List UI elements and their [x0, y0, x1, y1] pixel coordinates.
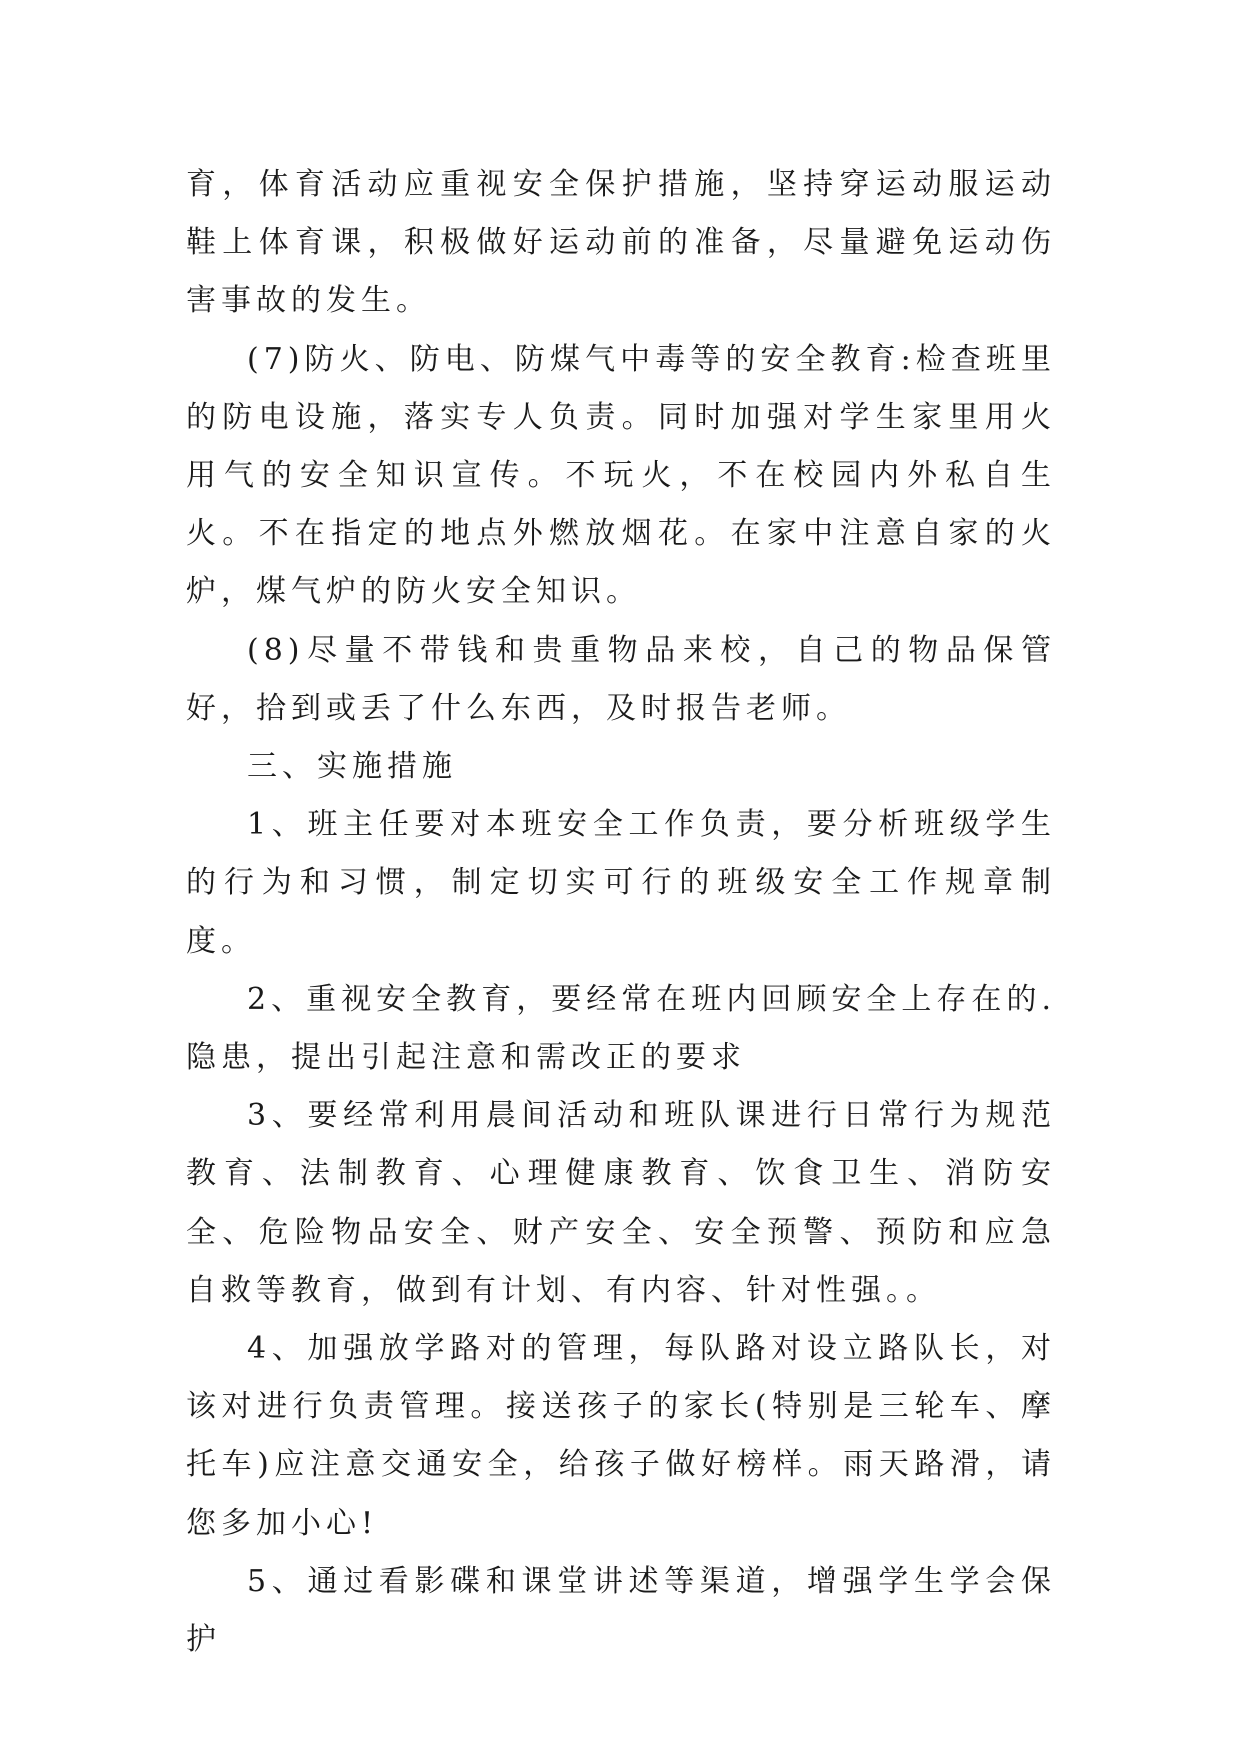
paragraph-measure-3: 3、要经常利用晨间活动和班队课进行日常行为规范教育、法制教育、心理健康教育、饮食卫生、消防安全、危险物品安全、财产安全、安全预警、预防和应急自救等教育，做到有计划、有内容、针对性强。。 — [186, 1098, 1056, 1308]
paragraph-measure-5: 5、通过看影碟和课堂讲述等渠道，增强学生学会保护 — [186, 1563, 1056, 1658]
paragraph-measure-1: 1、班主任要对本班安全工作负责，要分析班级学生的行为和习惯，制定切实可行的班级安全工作规章制度。 — [186, 807, 1056, 959]
paragraph-continuation: 育，体育活动应重视安全保护措施，坚持穿运动服运动鞋上体育课，积极做好运动前的准备，尽量避免运动伤害事故的发生。 — [186, 167, 1056, 319]
paragraph-measure-2: 2、重视安全教育，要经常在班内回顾安全上存在的.隐患，提出引起注意和需改正的要求 — [186, 981, 1056, 1076]
paragraph-valuables: (8)尽量不带钱和贵重物品来校，自己的物品保管好，拾到或丢了什么东西，及时报告老师。 — [186, 632, 1056, 726]
document-body — [186, 156, 1056, 1669]
paragraph-measure-4: 4、加强放学路对的管理，每队路对设立路队长，对该对进行负责管理。接送孩子的家长(特别是三轮车、摩托车)应注意交通安全，给孩子做好榜样。雨天路滑，请您多加小心! — [186, 1331, 1056, 1541]
section-heading-measures: 三、实施措施 — [247, 749, 457, 785]
paragraph-fire-safety: (7)防火、防电、防煤气中毒等的安全教育:检查班里的防电设施，落实专人负责。同时加强对学生家里用火用气的安全知识宣传。不玩火，不在校园内外私自生火。不在指定的地点外燃放烟花。在家中注意自家的火炉，煤气炉的防火安全知识。 — [186, 341, 1056, 610]
